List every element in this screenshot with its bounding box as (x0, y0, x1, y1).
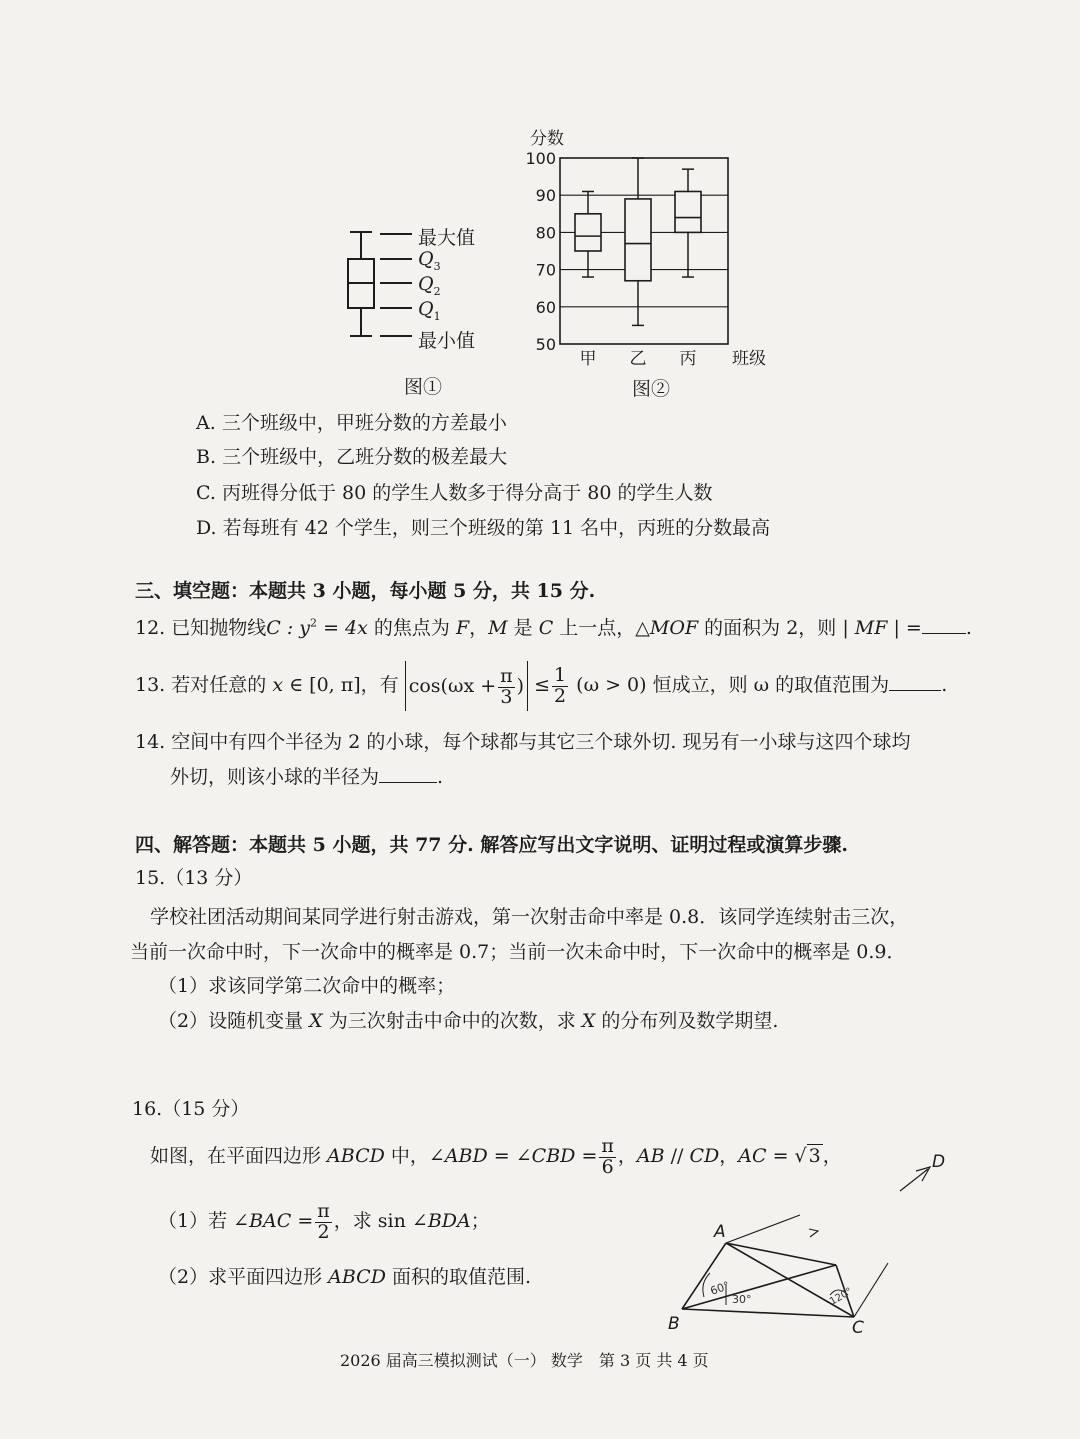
angle-120-mark: 120° (828, 1286, 855, 1308)
y-tick-90: 90 (535, 186, 556, 206)
category-label-乙: 乙 (629, 349, 647, 369)
q16-quadrilateral-figure (660, 1145, 960, 1345)
point-c-label: C (852, 1318, 864, 1338)
q14-answer-blank[interactable] (379, 766, 437, 783)
section4-heading: 四、解答题：本题共 5 小题，共 77 分. 解答应写出文字说明、证明过程或演算步骤. (135, 834, 848, 856)
q16-part2: （2）求平面四边形 ABCD 面积的取值范围. (158, 1266, 532, 1288)
q11-option-d: D. 若每班有 42 个学生，则三个班级的第 11 名中，丙班的分数最高 (196, 517, 771, 539)
q11-option-a: A. 三个班级中，甲班分数的方差最小 (196, 412, 507, 434)
section3-heading: 三、填空题：本题共 3 小题，每小题 5 分，共 15 分. (135, 580, 596, 602)
q14-line1: 14. 空间中有四个半径为 2 的小球，每个球都与其它三个球外切. 现另有一小球与这四个球均 (135, 731, 911, 753)
figure1-caption: 图① (404, 376, 443, 398)
legend-q2-label: $Q_2$ (418, 273, 441, 298)
q14-line2: 外切，则该小球的半径为 . (170, 766, 444, 788)
q16-heading: 16.（15 分） (132, 1098, 250, 1120)
figure2-boxplot (520, 122, 780, 372)
legend-min-label: 最小值 (418, 330, 476, 352)
q13-abs-expression: cos(ωx + $\frac{\pi}{3}$ ) (405, 661, 528, 711)
q15-part2: （2）设随机变量 X 为三次射击中命中的次数，求 X 的分布列及数学期望. (158, 1010, 779, 1032)
q15-line1: 学校社团活动期间某同学进行射击游戏，第一次射击命中率是 0.8．该同学连续射击三次， (150, 906, 909, 928)
y-tick-70: 70 (535, 260, 556, 280)
q15-heading: 15.（13 分） (135, 867, 253, 889)
point-d-label: D (932, 1152, 946, 1172)
page-footer: 2026 届高三模拟测试（一） 数学 第 3 页 共 4 页 (340, 1351, 709, 1370)
angle-60-mark: 60° (708, 1278, 732, 1298)
figure2-caption: 图② (632, 378, 671, 400)
q13: 13. 若对任意的 x ∈ [0, π]，有 cos(ωx + $\frac{\pi}{3}$ ) ≤ $\frac{1}{2}$ (ω > 0) 恒成立，则 ω 的取值范围为 . (135, 656, 947, 714)
y-tick-60: 60 (535, 297, 556, 317)
angle-30-mark: 30° (732, 1293, 752, 1306)
segment-a-right (726, 1243, 836, 1265)
q11-option-b: B. 三个班级中，乙班分数的极差最大 (196, 446, 508, 468)
box-乙 (625, 199, 651, 281)
q11-option-c: C. 丙班得分低于 80 的学生人数多于得分高于 80 的学生人数 (196, 482, 713, 504)
q13-answer-blank[interactable] (889, 674, 941, 691)
q16-statement: 如图，在平面四边形 ABCD 中，∠ABD = ∠CBD = $\frac{\pi}{6}$ ，AB // CD，AC = √ 3 ， (150, 1134, 842, 1178)
q12: 12. 已知抛物线C : $y^2 = 4x$ 的焦点为 F，M 是 C 上一点，△MOF 的面积为 2，则 | MF | = . (135, 616, 972, 639)
q12-answer-blank[interactable] (922, 617, 966, 634)
legend-max-label: 最大值 (418, 227, 476, 249)
box-丙 (675, 191, 701, 232)
point-b-label: B (668, 1314, 680, 1334)
y-tick-100: 100 (525, 149, 556, 168)
box-甲 (575, 214, 601, 251)
y-axis-label: 分数 (530, 129, 564, 149)
q16-part1: （1）若 ∠BAC = $\frac{\pi}{2}$ ，求 sin ∠BDA； (158, 1199, 490, 1243)
segment-bc (682, 1309, 854, 1317)
y-tick-80: 80 (535, 223, 556, 243)
x-axis-label: 班级 (732, 349, 766, 369)
legend-q1-label: $Q_1$ (418, 298, 441, 323)
segment-b-diagonal (682, 1265, 836, 1309)
point-a-label: A (714, 1222, 726, 1242)
y-tick-50: 50 (535, 335, 556, 354)
q15-line2: 当前一次命中时，下一次命中的概率是 0.7；当前一次未命中时，下一次命中的概率是 0.9． (130, 941, 906, 963)
legend-q3-label: $Q_3$ (418, 248, 441, 273)
category-label-甲: 甲 (579, 349, 597, 369)
category-label-丙: 丙 (679, 349, 697, 369)
q15-part1: （1）求该同学第二次命中的概率； (158, 975, 456, 997)
